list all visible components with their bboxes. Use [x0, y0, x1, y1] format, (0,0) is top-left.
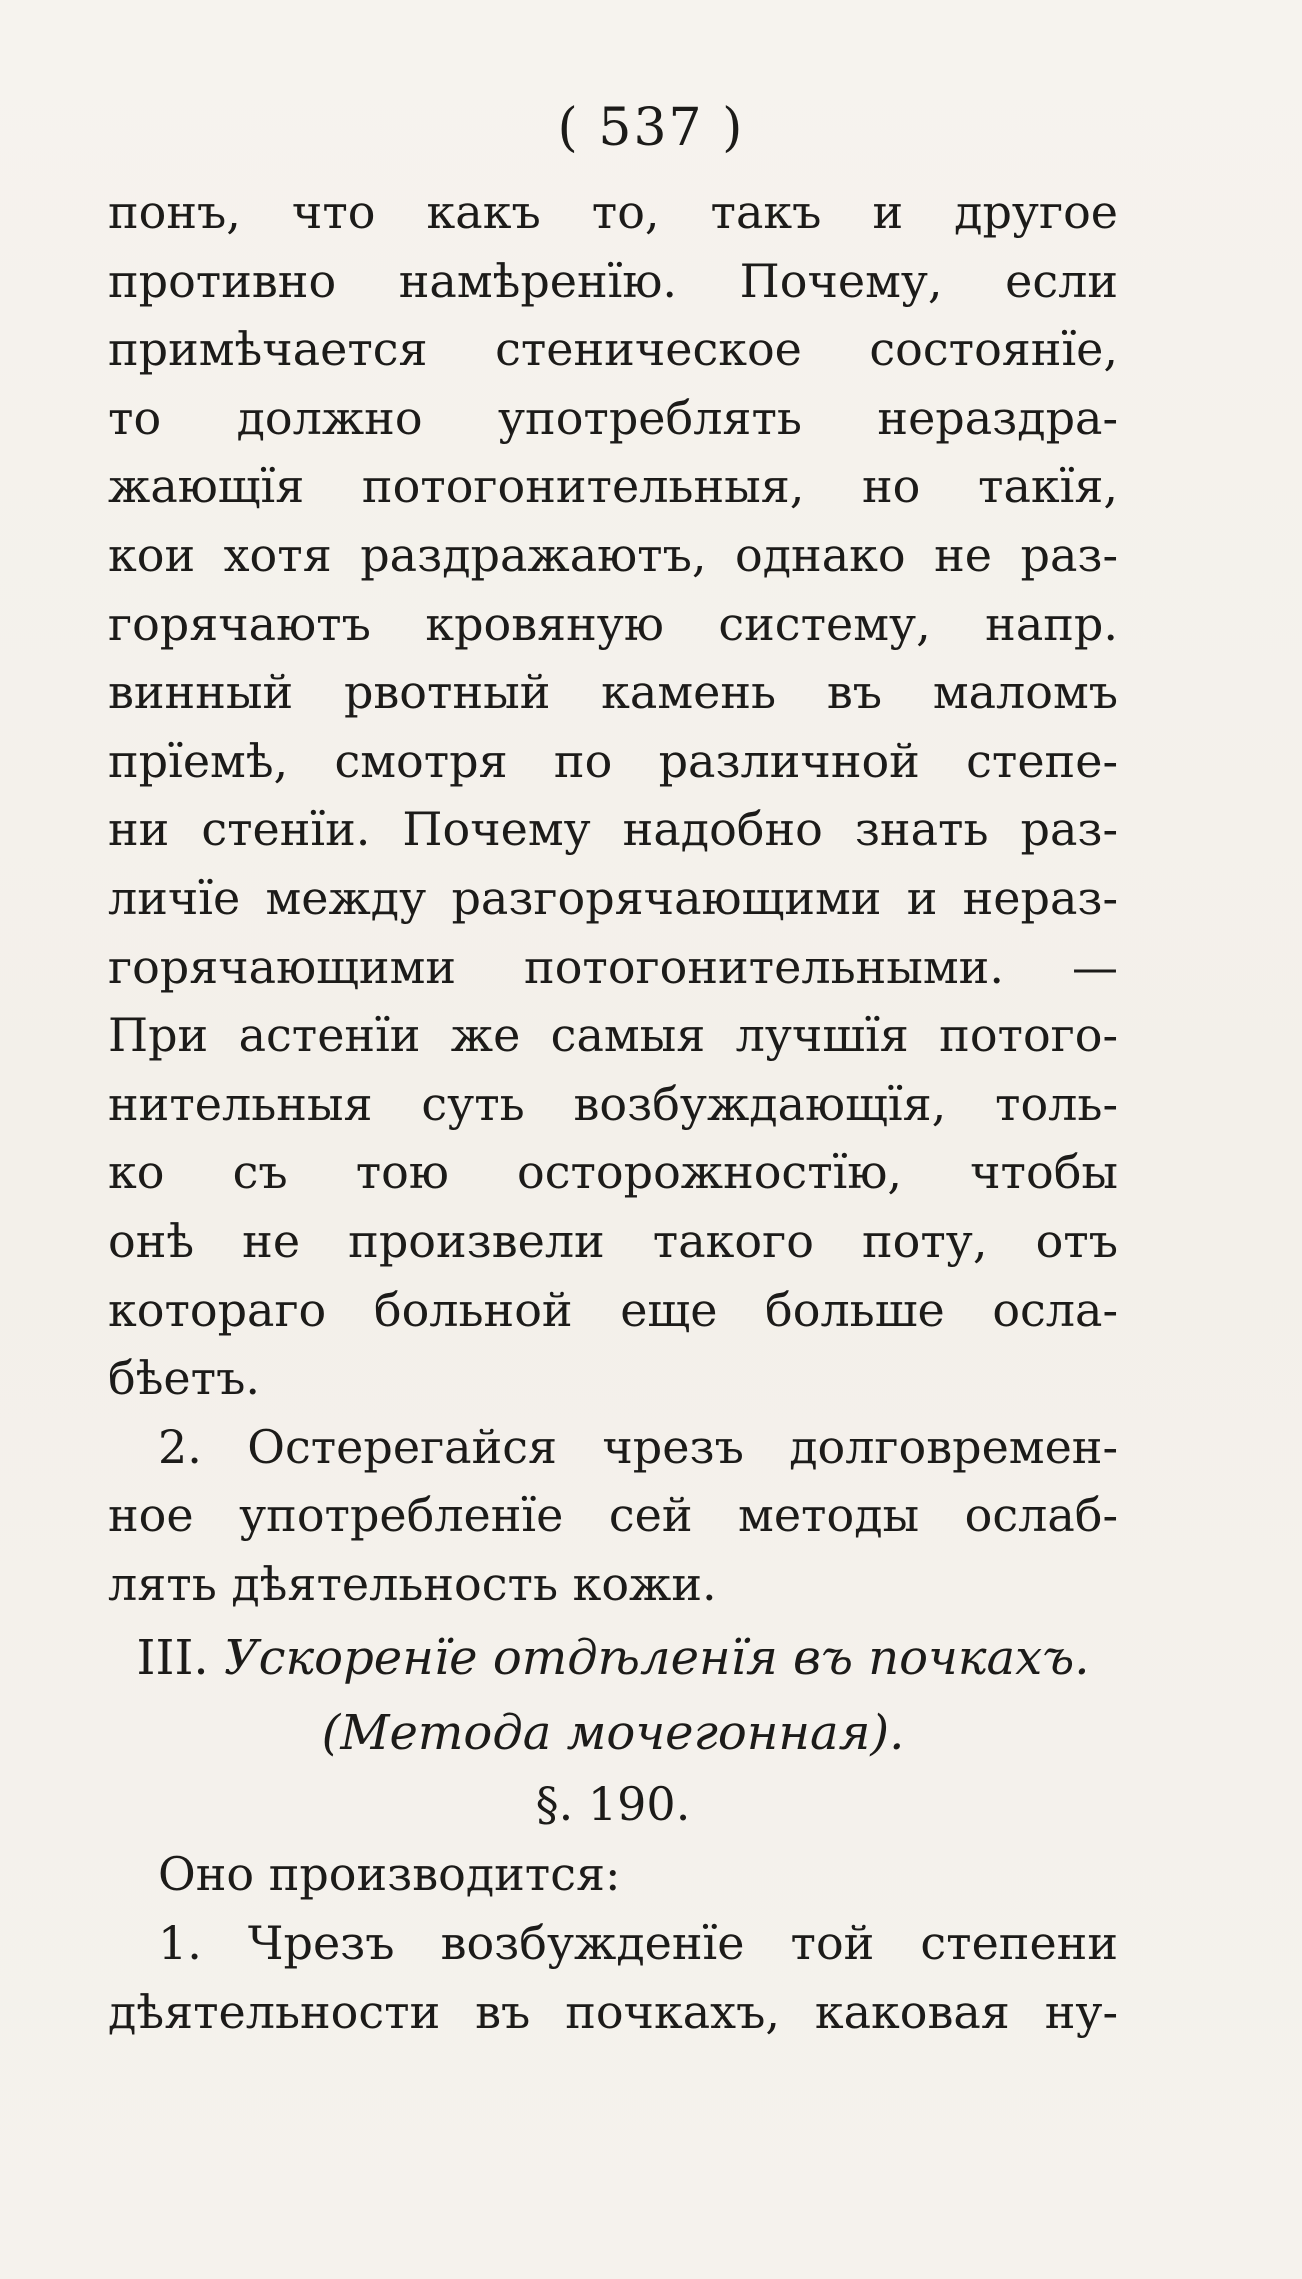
text-line: При астенїи же самыя лучшїя потого- — [108, 1008, 1118, 1063]
numbered-item-line: 2. Остерегайся чрезъ долговремен- — [158, 1419, 1118, 1474]
numbered-item-line: дѣятельности въ почкахъ, каковая ну- — [108, 1984, 1118, 2039]
text-line: онѣ не произвели такого поту, отъ — [108, 1213, 1118, 1268]
text-line: жающїя потогонительныя, но такїя, — [108, 459, 1118, 514]
text-line: винный рвотный камень въ маломъ — [108, 665, 1118, 720]
text-line: ко съ тою осторожностїю, чтобы — [108, 1145, 1118, 1200]
text-line: ни стенїи. Почему надобно знать раз- — [108, 802, 1118, 857]
text-line: горячаютъ кровяную систему, напр. — [108, 596, 1118, 651]
heading-title: Ускоренїе отдѣленїя въ почкахъ. — [223, 1630, 1090, 1687]
text-line: то должно употреблять нераздра- — [108, 390, 1118, 445]
page-number: ( 537 ) — [557, 98, 745, 158]
section-subheading: (Метода мочегонная). — [321, 1705, 905, 1762]
numbered-item-line: лять дѣятельность кожи. — [108, 1556, 717, 1611]
text-line: горячающими потогонительными. — — [108, 939, 1118, 994]
text-line: личїе между разгорячающими и нераз- — [108, 870, 1118, 925]
intro-line: Оно производится: — [158, 1847, 621, 1902]
section-heading — [108, 1618, 1118, 1698]
text-line: противно намѣренїю. Почему, если — [108, 253, 1118, 308]
text-line: нительныя суть возбуждающїя, толь- — [108, 1076, 1118, 1131]
text-line: кои хотя раздражаютъ, однако не раз- — [108, 527, 1118, 582]
numbered-item-line: ное употребленїе сей методы ослаб- — [108, 1488, 1118, 1543]
text-line: котораго больной еще больше осла- — [108, 1282, 1118, 1337]
text-line: примѣчается стеническое состоянїе, — [108, 322, 1118, 377]
paragraph-mark: §. 190. — [535, 1777, 691, 1832]
body-text — [108, 178, 1118, 2046]
text-line: бѣетъ. — [108, 1351, 260, 1406]
heading-numeral: III. — [136, 1630, 209, 1687]
text-line: понъ, что какъ то, такъ и другое — [108, 185, 1118, 239]
text-line: прїемѣ, смотря по различной степе- — [108, 733, 1118, 788]
numbered-item-line: 1. Чрезъ возбужденїе той степени — [158, 1916, 1118, 1971]
